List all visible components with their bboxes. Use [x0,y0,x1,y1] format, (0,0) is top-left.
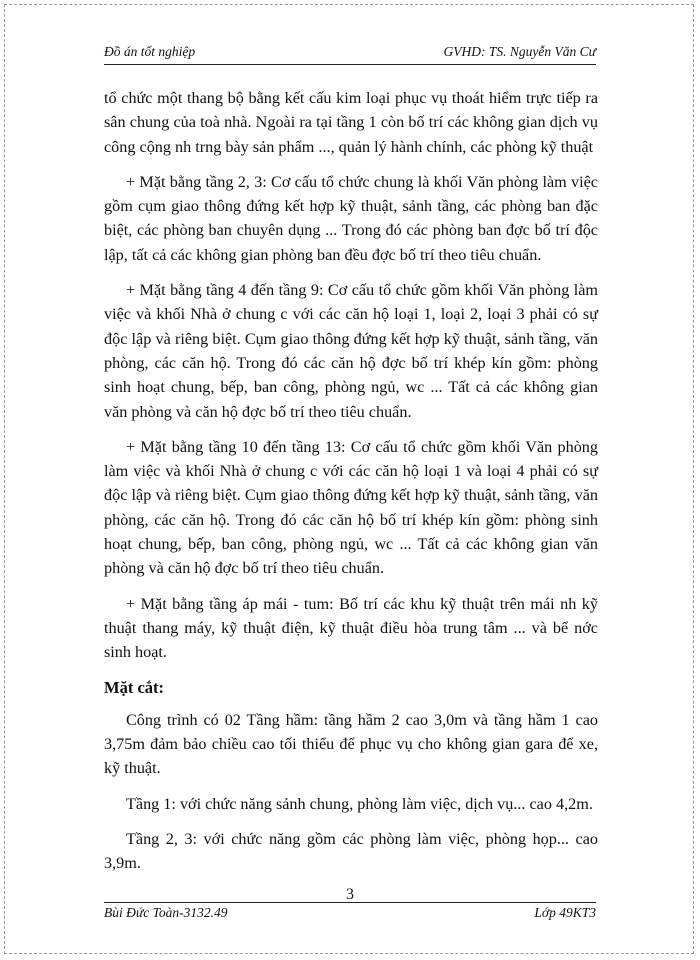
paragraph-2: + Mặt bằng tầng 2, 3: Cơ cấu tổ chức chung là khối Văn phòng làm việc gồm cụm giao thông đứng kết hợp kỹ thuật, sảnh tầng, các phòng ban đặc biệt, các phòng ban chuyên dụng ... Trong đó các phòng ban đợc bố trí độc lập, tất cả các không gian phòng ban đều đợc bố trí theo tiêu chuẩn. [104,172,598,264]
paragraph-5: + Mặt bằng tầng áp mái - tum: Bố trí các khu kỹ thuật trên mái nh kỹ thuật thang máy, kỹ thuật điện, kỹ thuật điều hòa trung tâm ... và bể nớc sinh hoạt. [104,594,598,662]
paragraph-7: Tầng 1: với chức năng sảnh chung, phòng làm việc, dịch vụ... cao 4,2m. [126,794,593,813]
section-heading: Mặt cắt: [104,677,165,697]
header-left-text: Đồ án tốt nghiệp [104,44,196,59]
paragraph-1: tổ chức một thang bộ bằng kết cấu kim loại phục vụ thoát hiểm trực tiếp ra sân chung của toà nhà. Ngoài ra tại tầng 1 còn bố trí các không gian dịch vụ công cộng nh trng bày sản phẩm ..., quản lý hành chính, các phòng kỹ thuật [104,89,598,156]
document-body [104,86,598,887]
paragraph-8: Tầng 2, 3: với chức năng gồm các phòng làm việc, phòng họp... cao 3,9m. [104,830,598,873]
footer-right-text: Lớp 49KT3 [534,905,596,920]
paragraph-3: + Mặt bằng tầng 4 đến tầng 9: Cơ cấu tổ chức gồm khối Văn phòng làm việc và khối Nhà ở chung c với các căn hộ loại 1, loại 2, loại 3 phải có sự độc lập và riêng biệt. Cụm giao thông đứng kết hợp kỹ thuật, sảnh tầng, văn phòng, các căn hộ. Trong đó các căn hộ đợc bố trí khép kín gồm: phòng sinh hoạt chung, bếp, ban công, phòng ngủ, wc ... Tất cả các không gian văn phòng và căn hộ đợc bố trí theo tiêu chuẩn. [104,281,598,421]
header-right-text: GVHD: TS. Nguyễn Văn Cư [443,44,596,59]
paragraph-4: + Mặt bằng tầng 10 đến tầng 13: Cơ cấu tổ chức gồm khối Văn phòng làm việc và khối Nhà ở chung c với các căn hộ loại 1 và loại 4 phải có sự độc lập và riêng biệt. Cụm giao thông đứng kết hợp kỹ thuật, sảnh tầng, văn phòng, các căn hộ. Trong đó các căn hộ bố trí khép kín gồm: phòng sinh hoạt chung, bếp, ban công, phòng ngủ, wc ... Tất cả các không gian văn phòng và căn hộ đợc bố trí theo tiêu chuẩn. [104,437,598,578]
paragraph-6: Công trình có 02 Tầng hầm: tầng hầm 2 cao 3,0m và tầng hầm 1 cao 3,75m đảm bảo chiều cao tối thiểu để phục vụ cho không gian gara để xe, kỹ thuật. [104,710,598,778]
page-number: 3 [346,886,354,903]
page-footer [104,902,596,923]
page-header [104,44,596,65]
footer-left-text: Bùi Đức Toàn-3132.49 [104,905,228,920]
